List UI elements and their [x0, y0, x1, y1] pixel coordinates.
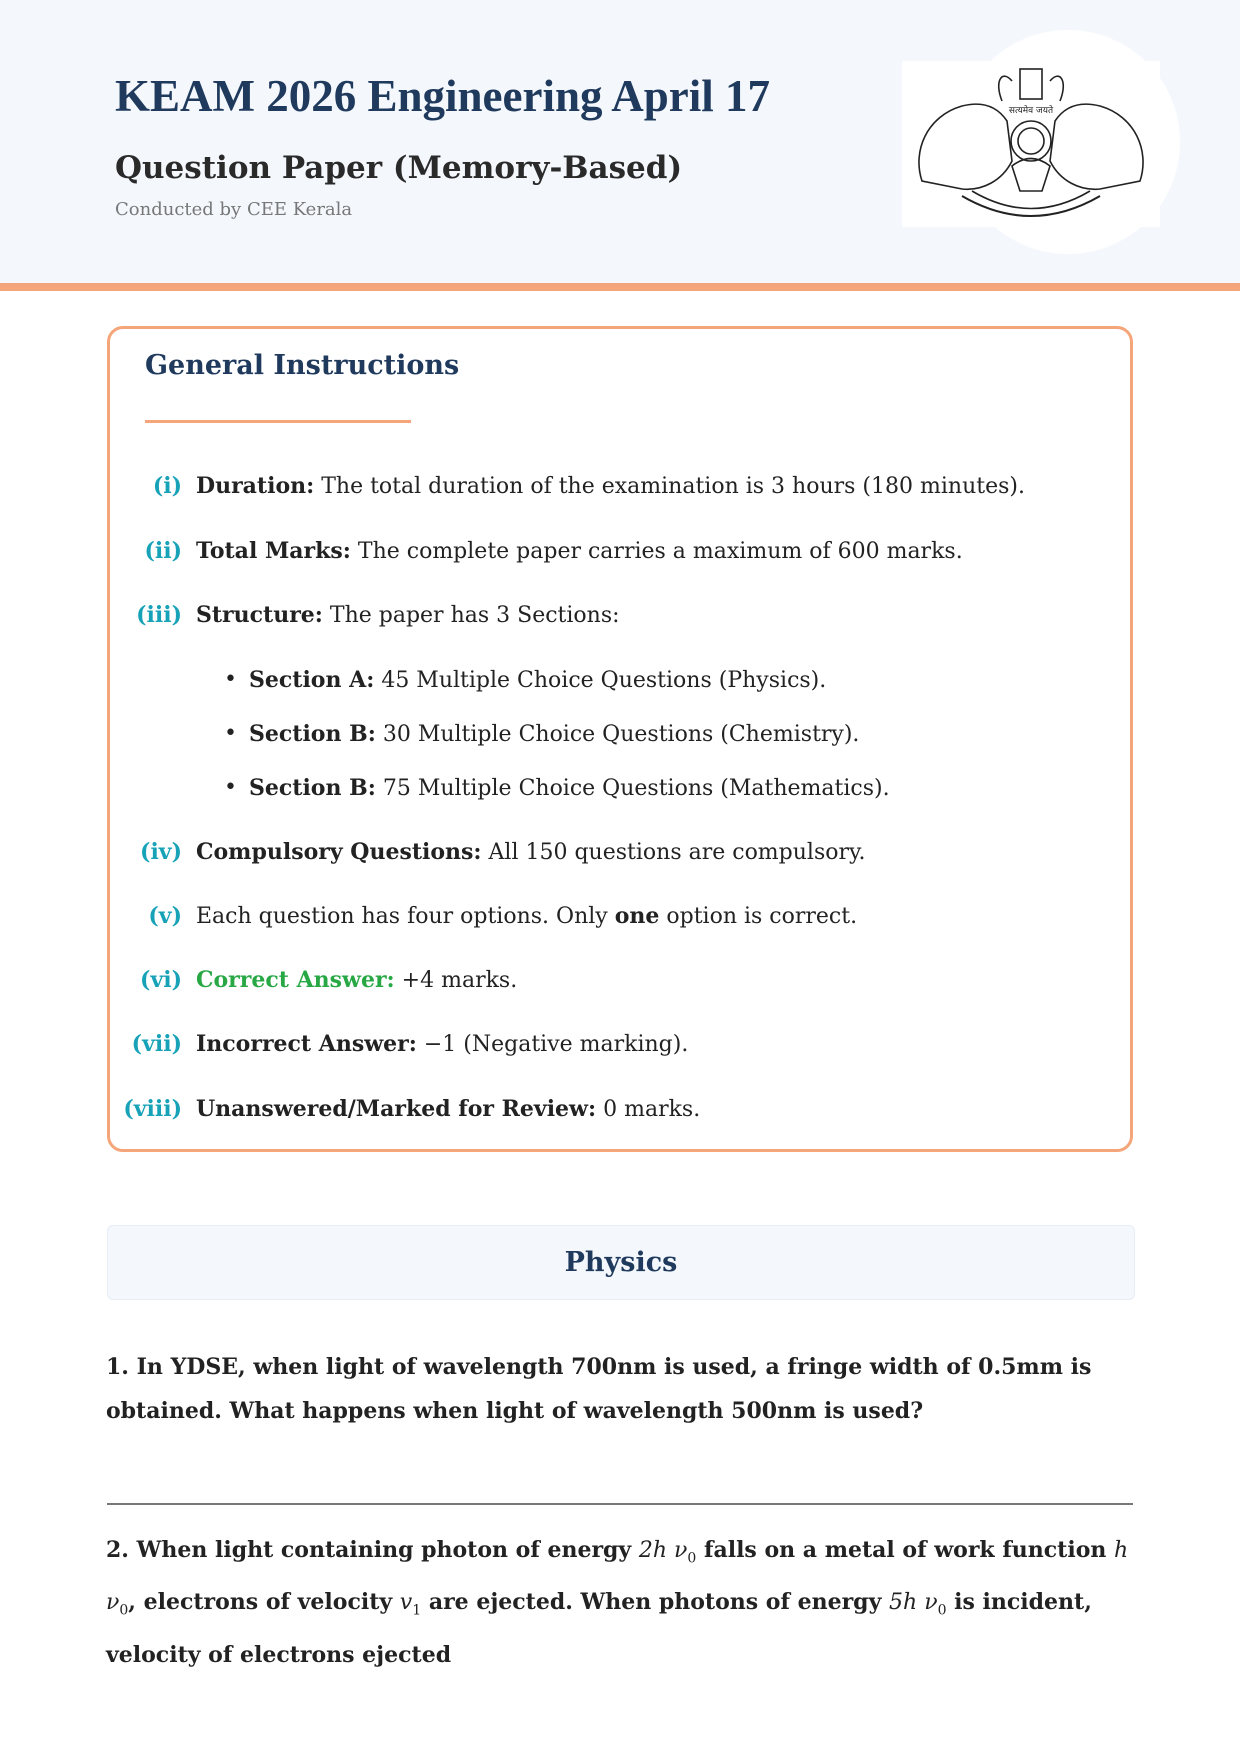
section-header-physics: Physics	[107, 1225, 1135, 1300]
conducted-by: Conducted by CEE Kerala	[115, 199, 353, 220]
instructions-title: General Instructions	[145, 350, 460, 381]
item-text: All 150 questions are compulsory.	[481, 840, 866, 865]
item-number: (v)	[148, 903, 182, 929]
section-text: 30 Multiple Choice Questions (Chemistry).	[375, 722, 860, 747]
item-number: (ii)	[144, 538, 182, 564]
item-key: Unanswered/Marked for Review:	[196, 1096, 597, 1122]
item-number: (vii)	[131, 1031, 182, 1057]
item-text: −1 (Negative marking).	[416, 1032, 689, 1057]
section-text: 45 Multiple Choice Questions (Physics).	[374, 668, 827, 693]
item-key: one	[614, 903, 660, 929]
item-number: (iv)	[140, 839, 182, 865]
item-key: Structure:	[196, 602, 323, 628]
section-key: Section B:	[249, 721, 376, 747]
section-text: 75 Multiple Choice Questions (Mathematics).	[375, 776, 890, 801]
svg-text:सत्यमेव जयते: सत्यमेव जयते	[1008, 106, 1054, 116]
item-number: (vi)	[140, 967, 182, 993]
bullet: •	[224, 721, 237, 746]
page-title: KEAM 2026 Engineering April 17	[115, 71, 771, 121]
item-key: Duration:	[196, 473, 315, 499]
item-text: The total duration of the examination is 3 hours (180 minutes).	[314, 474, 1025, 499]
item-text: option is correct.	[659, 904, 858, 929]
question-1: 1. In YDSE, when light of wavelength 700nm is used, a fringe width of 0.5mm is obtained. What happens when light of wavelength 500nm is used?	[106, 1354, 1092, 1424]
bullet: •	[224, 775, 237, 800]
question-divider	[107, 1503, 1133, 1505]
item-key: Compulsory Questions:	[196, 839, 482, 865]
item-key: Correct Answer:	[196, 967, 395, 993]
item-number: (viii)	[123, 1096, 182, 1122]
section-key: Section B:	[249, 775, 376, 801]
item-text: The paper has 3 Sections:	[322, 603, 620, 628]
item-text: The complete paper carries a maximum of 600 marks.	[350, 539, 963, 564]
question-2: 2. When light containing photon of energy 2h $\nu_0$ falls on a metal of work function h $\nu_0$, electrons of velocity $v_1$ are ejected. When photons of energy 5h $\nu_0$ is incident, velocity of electrons ejected	[106, 1537, 1129, 1668]
item-text: Each question has four options. Only	[196, 904, 615, 929]
item-number: (i)	[152, 473, 182, 499]
item-text: +4 marks.	[394, 968, 518, 993]
item-text: 0 marks.	[596, 1097, 701, 1122]
kerala-emblem-logo	[902, 61, 1160, 227]
item-number: (iii)	[136, 602, 182, 628]
item-key: Total Marks:	[196, 538, 351, 564]
section-key: Section A:	[249, 667, 375, 693]
bullet: •	[224, 667, 237, 692]
page-subtitle: Question Paper (Memory-Based)	[115, 150, 683, 186]
header-accent-bar	[0, 283, 1240, 291]
item-key: Incorrect Answer:	[196, 1031, 417, 1057]
title-underline	[145, 420, 411, 423]
